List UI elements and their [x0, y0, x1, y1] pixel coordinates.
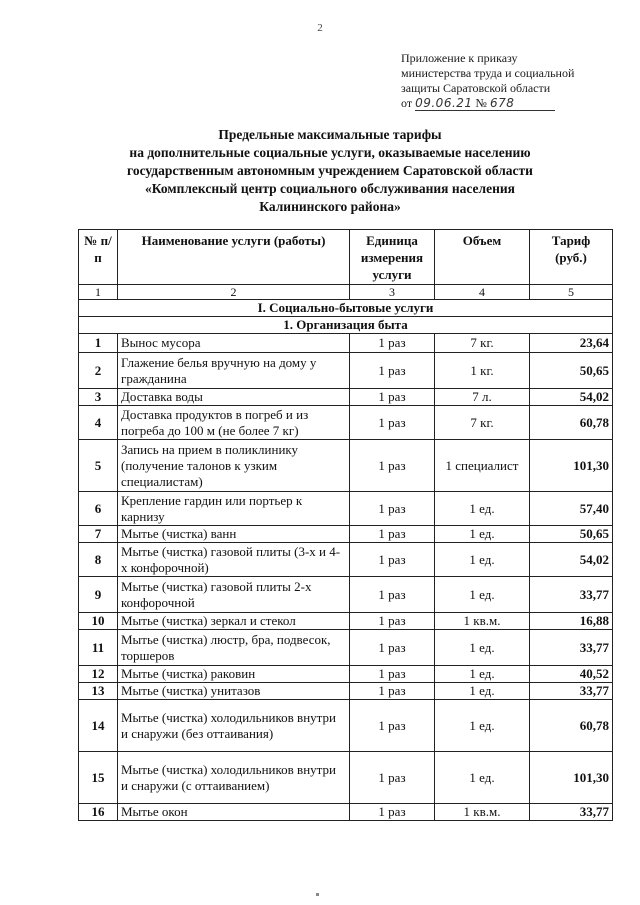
- column-number: 4: [435, 285, 530, 300]
- row-number: 1: [79, 334, 118, 353]
- service-unit: 1 раз: [350, 526, 435, 543]
- service-price: 57,40: [530, 492, 613, 526]
- column-number: 2: [118, 285, 350, 300]
- service-volume: 1 ед.: [435, 700, 530, 752]
- service-price: 23,64: [530, 334, 613, 353]
- service-unit: 1 раз: [350, 577, 435, 613]
- service-volume: 1 ед.: [435, 526, 530, 543]
- table-row: [79, 526, 613, 543]
- annex-date-line: [401, 96, 601, 111]
- service-unit: 1 раз: [350, 613, 435, 630]
- service-unit: 1 раз: [350, 683, 435, 700]
- service-volume: 1 ед.: [435, 577, 530, 613]
- service-name: Вынос мусора: [118, 334, 350, 353]
- column-number: 3: [350, 285, 435, 300]
- service-name: Мытье (чистка) газовой плиты 2-х конфорочной: [118, 577, 350, 613]
- row-number: 10: [79, 613, 118, 630]
- table-row: [79, 577, 613, 613]
- scan-mark: [316, 893, 319, 896]
- service-volume: 1 кв.м.: [435, 613, 530, 630]
- table-row: [79, 752, 613, 804]
- service-unit: 1 раз: [350, 700, 435, 752]
- annex-number: 678: [489, 96, 515, 110]
- service-unit: 1 раз: [350, 353, 435, 389]
- service-name: Мытье окон: [118, 804, 350, 821]
- header-no: № п/п: [79, 230, 118, 285]
- service-unit: 1 раз: [350, 666, 435, 683]
- tariff-table: [78, 229, 613, 821]
- title-line-1: Предельные максимальные тарифы: [218, 127, 442, 142]
- annex-line-3: защиты Саратовской области: [401, 81, 551, 95]
- service-unit: 1 раз: [350, 543, 435, 577]
- service-price: 60,78: [530, 700, 613, 752]
- service-price: 50,65: [530, 526, 613, 543]
- service-volume: 1 специалист: [435, 440, 530, 492]
- service-name: Мытье (чистка) холодильников внутри и снаружи (с оттаиванием): [118, 752, 350, 804]
- table-row: [79, 353, 613, 389]
- service-name: Мытье (чистка) холодильников внутри и снаружи (без оттаивания): [118, 700, 350, 752]
- service-name: Глажение белья вручную на дому у гражданина: [118, 353, 350, 389]
- service-price: 33,77: [530, 683, 613, 700]
- table-row: [79, 700, 613, 752]
- title-line-4: «Комплексный центр социального обслуживания населения: [145, 181, 515, 196]
- service-price: 40,52: [530, 666, 613, 683]
- service-volume: 1 ед.: [435, 683, 530, 700]
- service-name: Мытье (чистка) зеркал и стекол: [118, 613, 350, 630]
- service-price: 101,30: [530, 752, 613, 804]
- table-row: [79, 683, 613, 700]
- service-price: 54,02: [530, 543, 613, 577]
- table-row: [79, 666, 613, 683]
- annex-number-prefix: №: [475, 96, 487, 110]
- column-number: 5: [530, 285, 613, 300]
- annex-line-1: Приложение к приказу: [401, 51, 518, 65]
- service-volume: 1 ед.: [435, 492, 530, 526]
- annex-note: [401, 51, 601, 111]
- service-name: Мытье (чистка) люстр, бра, подвесок, торшеров: [118, 630, 350, 666]
- service-unit: 1 раз: [350, 389, 435, 406]
- column-number-row: [79, 285, 613, 300]
- service-price: 33,77: [530, 630, 613, 666]
- row-number: 6: [79, 492, 118, 526]
- title-line-2: на дополнительные социальные услуги, оказываемые населению: [129, 145, 531, 160]
- section-title: I. Социально-бытовые услуги: [79, 300, 613, 317]
- service-volume: 7 кг.: [435, 334, 530, 353]
- service-price: 16,88: [530, 613, 613, 630]
- service-volume: 1 ед.: [435, 543, 530, 577]
- row-number: 5: [79, 440, 118, 492]
- table-row: [79, 334, 613, 353]
- service-unit: 1 раз: [350, 752, 435, 804]
- service-unit: 1 раз: [350, 440, 435, 492]
- title-line-5: Калининского района»: [259, 199, 401, 214]
- title-line-3: государственным автономным учреждением Саратовской области: [127, 163, 533, 178]
- service-volume: 1 ед.: [435, 752, 530, 804]
- column-number: 1: [79, 285, 118, 300]
- table-row: [79, 613, 613, 630]
- table-row: [79, 543, 613, 577]
- service-volume: 1 кг.: [435, 353, 530, 389]
- section-row: [79, 300, 613, 317]
- row-number: 15: [79, 752, 118, 804]
- service-unit: 1 раз: [350, 406, 435, 440]
- row-number: 7: [79, 526, 118, 543]
- row-number: 13: [79, 683, 118, 700]
- service-name: Доставка продуктов в погреб и из погреба до 100 м (не более 7 кг): [118, 406, 350, 440]
- header-tariff-unit: (руб.): [555, 250, 587, 265]
- row-number: 11: [79, 630, 118, 666]
- annex-date: 09.06.21: [415, 96, 473, 110]
- service-unit: 1 раз: [350, 630, 435, 666]
- annex-prefix: от: [401, 96, 413, 110]
- table-row: [79, 406, 613, 440]
- service-unit: 1 раз: [350, 492, 435, 526]
- table-row: [79, 492, 613, 526]
- row-number: 8: [79, 543, 118, 577]
- row-number: 2: [79, 353, 118, 389]
- service-volume: 7 л.: [435, 389, 530, 406]
- service-name: Мытье (чистка) раковин: [118, 666, 350, 683]
- service-volume: 1 ед.: [435, 666, 530, 683]
- table-row: [79, 804, 613, 821]
- service-name: Крепление гардин или портьер к карнизу: [118, 492, 350, 526]
- service-name: Мытье (чистка) газовой плиты (3-х и 4-х конфорочной): [118, 543, 350, 577]
- service-price: 54,02: [530, 389, 613, 406]
- service-price: 60,78: [530, 406, 613, 440]
- page-number: 2: [317, 22, 323, 34]
- service-price: 101,30: [530, 440, 613, 492]
- service-name: Запись на прием в поликлинику (получение талонов к узким специалистам): [118, 440, 350, 492]
- service-name: Мытье (чистка) унитазов: [118, 683, 350, 700]
- service-price: 33,77: [530, 804, 613, 821]
- header-unit: Единица измерения услуги: [350, 230, 435, 285]
- service-price: 50,65: [530, 353, 613, 389]
- service-volume: 1 ед.: [435, 630, 530, 666]
- row-number: 3: [79, 389, 118, 406]
- header-volume: Объем: [435, 230, 530, 285]
- header-tariff-label: Тариф: [551, 233, 591, 248]
- row-number: 12: [79, 666, 118, 683]
- row-number: 4: [79, 406, 118, 440]
- service-volume: 1 кв.м.: [435, 804, 530, 821]
- subsection-row: [79, 317, 613, 334]
- service-price: 33,77: [530, 577, 613, 613]
- table-row: [79, 440, 613, 492]
- annex-line-2: министерства труда и социальной: [401, 66, 575, 80]
- header-name: Наименование услуги (работы): [118, 230, 350, 285]
- service-volume: 7 кг.: [435, 406, 530, 440]
- subsection-title: 1. Организация быта: [79, 317, 613, 334]
- row-number: 16: [79, 804, 118, 821]
- service-unit: 1 раз: [350, 334, 435, 353]
- service-name: Доставка воды: [118, 389, 350, 406]
- service-unit: 1 раз: [350, 804, 435, 821]
- row-number: 9: [79, 577, 118, 613]
- table-row: [79, 630, 613, 666]
- row-number: 14: [79, 700, 118, 752]
- table-row: [79, 389, 613, 406]
- service-name: Мытье (чистка) ванн: [118, 526, 350, 543]
- header-tariff: [530, 230, 613, 285]
- document-title: [100, 126, 560, 216]
